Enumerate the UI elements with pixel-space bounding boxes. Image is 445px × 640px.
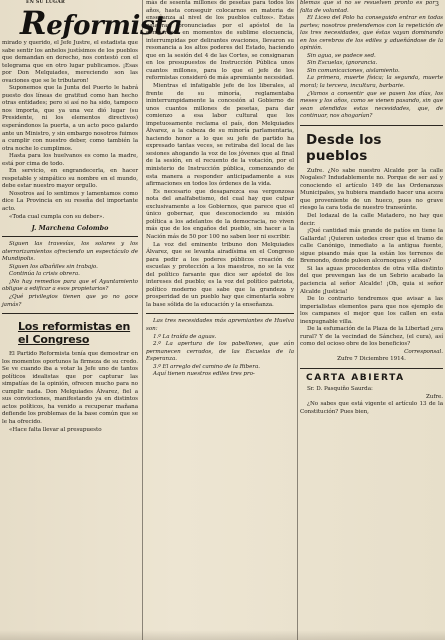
paragraph: Sin Escuelas, ignorancia. xyxy=(307,60,378,67)
paragraph: Sin agua, se padece sed. xyxy=(307,52,376,59)
divider xyxy=(2,236,138,237)
column-rule xyxy=(297,0,298,640)
masthead xyxy=(2,0,183,42)
author-signature: J. Marchena Colombo xyxy=(31,224,109,233)
paragraph: Si las aguas procedentes de otra villa distinto del que prevengan las de un Sebrio acabado la paciencia al señor Alcalde! ¡Oh, quia si señor Alcalde ¡Justicia! xyxy=(300,265,443,295)
paragraph: blemas que si no se resuelven pronto es por falta de voluntad. xyxy=(300,0,435,14)
paragraph: Mientras el infatigable jefe de los liberales, al frente de su minoría, reglamentaba ininterrumpidamente la concesión al Gobierno de unos cuantos millones de pesetas, para dar comienzo a esa labor cultural que los impetuosamente reclama el país, don Melquiades Álvarez, a la cabeza de su minoría parlamentaria, haciendo honor a lo que su jefe de partido ha expresado tantas veces, se retiraba del local de las sesiones ahogando la voz de los jóvenes que al final de la sesión, en el recuento de la votación, por el ministerio de Instrucción pública, comenzando de esta manera a responder anticipadamente a sus afirmaciones en todos los órdenes de la vida. xyxy=(146,83,294,188)
divider xyxy=(300,125,443,126)
list-item: 2.º La apertura de los pabellones, que aún permanecen cerrados, de las Escuelas de la Esperanza. xyxy=(146,341,294,363)
place-name: Zufre. xyxy=(425,393,443,400)
paragraph: Nosotros así lo sentimos y lamentamos como dice La Provincia en su reseña del importante acto. xyxy=(2,190,138,213)
paragraph: ¡No hay remedios para que el Ayuntamiento obligue a edificar a esos propietarios? xyxy=(2,278,138,293)
article-headline: Los reformistas en el Congreso xyxy=(18,320,131,347)
column-1 xyxy=(2,0,183,434)
paragraph: «Hace falta llevar al presupuesto xyxy=(9,426,102,433)
article-headline: Desde los pueblos xyxy=(306,131,382,164)
paragraph: La voz del eminente tribuno don Melquiades Álvarez, que se levanta airadísima en el Congreso para pedir a los poderes públicos creación de escuelas y protección a los maestros, no se la voz del político farsante que dice ser apóstol de los intereses del pueblo; es la voz del político patriota, político moderno que sabe que la grandeza y prosperidad de un pueblo hay que cimentarla sobre la base sólida de la educación y la enseñanza. xyxy=(146,241,294,308)
page-shadow xyxy=(0,630,445,640)
divider xyxy=(2,313,138,314)
masthead-small-text: EN SU LUGAR xyxy=(26,0,66,5)
paragraph: De lo contrario tendremos que avisar a las imperialistas elementos para que nos ejemplo de los campanes el mejor que los callen en esta inexpugnable villa. xyxy=(300,296,443,325)
paragraph: mirado y querido, el Jefe Justre, el estadista que sabe sentir los anhelos justísimos de los pueblos que demandan en derecho, nos contestó con el telegrama que en otro lugar publicamos. ¡Esas por Don Melquiades, mereciendo son las ovaciones que se le tributaron! xyxy=(2,40,138,84)
paragraph: ¿No sabes que está vigente el artículo 13 de la Constitución? Pues bien, xyxy=(300,401,443,415)
paragraph: Sin comunicaciones, aislamiento. xyxy=(307,67,400,74)
column-rule xyxy=(142,0,143,640)
list-item: 3.º El arreglo del camino de la Ribera. xyxy=(153,363,260,370)
paragraph: ¡Qué cantidad más grande de patíos en tiene la Gallarda! ¡Quieren ustedes creer que el tramo de calle Canónigo, inmediato a la antigua fuente, sigue pisando más que la están los terrenos de Bremondo, donde puleen alcornoques y alisos? xyxy=(300,228,443,265)
paragraph: más de sesenta millones de pesetas para todos los años, hasta conseguir colocarnos en materia de enseñanza al nivel de los pueblos cultos». Estas palabras, pronunciadas por el apóstol de la democracia en momentos de sublime elocuencia, interrumpidas por delirantes ovaciones, llevaron su resonancia a los altos poderes del Estado, haciendo que en la sesión del 4 de las Cortes, se consignaran en los presupuestos de Instrucción Pública unos cuantos millones, para lo que el jefe de los reformistas consideró de más apremiante necesidad. xyxy=(146,0,294,82)
paragraph: En servicio, en engrandecerla, en hacer respetable y simpático su nombre en el mundo, debe estar nuestro mayor orgullo. xyxy=(2,168,138,190)
paragraph: El Liceo del Polo ha conseguido entrar en todas partes; nosotros pretendemos con la repetición de las tres necesidades, que éstas vayan dominando en los cerebros de los ediles y adueñándose de la opinión. xyxy=(300,15,443,52)
list-item: 1.º La traída de aguas. xyxy=(153,333,217,340)
article-headline: CARTA ABIERTA xyxy=(306,372,405,383)
paragraph: Aquí tienen nuestros ediles tres pro- xyxy=(153,371,255,378)
paragraph: Siguen los albañiles sin trabajo. xyxy=(9,263,98,270)
paragraph: Suponemos que la Junta del Puerto le habrá puesto dos líneas de gratitud como han hecho otras entidades; pero si así no ha sido, tampoco nos importa, que ya una vez dió lugar (su Presidente, ni los elementos directivos) esperándonos la puerta, a un acto poco galardo ante un Ministro, y sin embargo nosotros fuimos a cumplir con nuestro deber, como también la otra noche lo cumplimos. xyxy=(2,85,138,152)
masthead-title: Reformista xyxy=(20,4,183,42)
paragraph: Continúa la crisis obrera. xyxy=(9,271,80,278)
paragraph: Del lodazal de la calle Matadero, no hay que decir. xyxy=(300,213,443,227)
salutation: Sr. D. Pasquiño Saurda: xyxy=(307,385,373,392)
column-3 xyxy=(300,0,443,416)
column-2 xyxy=(146,0,294,379)
paragraph: ¿Qué privilegios tienen que yo no goce jamás? xyxy=(2,293,138,308)
paragraph: De la esfumación de la Plaza de la Libertad ¿era rural? Y de la vecindad de Sánchez, (el cura), así como del ocioso obre de los beneficios? xyxy=(300,326,443,348)
divider xyxy=(300,368,443,369)
paragraph: Zufre. ¿No sabe nuestro Alcalde por la calle Nogales? Indudablemente no. Porque de ser así y conociendo el artículo 149 de las Ordenanzas Municipales, ya hubiera mandado hacer una acera que proveniente de un hueco, pues no grave riesgo la cara toda de nuestro transeúnte. xyxy=(300,167,443,212)
paragraph: Hasta para los huelvanos es como la madre, está por cima de todo. xyxy=(2,153,138,167)
paragraph: «Toda cual cumpla con su deber». xyxy=(9,213,105,220)
paragraph: ¿Vamos a consentir que se pasen los días, los meses y los años, como se vienen pasando, sin que sean atendidas estas necesidades, que, de continuar, nos ahogarían? xyxy=(300,90,443,120)
paragraph: Es necesario que desaparezca esa vergonzosa nota del analfabetismo, del cual hay que culpar exclusivamente a los Gobiernos, que parece que el único gobernar, que desconociendo su misión política a los adelantos de la democracia, no viven más que de los engaños del pueblo, sin hacer a la Nación más de 50 por 100 no saben leer ni escribir. xyxy=(146,188,294,240)
divider xyxy=(146,313,294,314)
correspondent-signature: Corresponsal. xyxy=(404,348,443,355)
paragraph: Las tres necesidades más apremiantes de Huelva son: xyxy=(146,318,294,332)
dateline: Zufre 7 Diciembre 1914. xyxy=(337,356,406,363)
paragraph: Siguen las travesías, los solares y los aterrorizamientos ofreciendo un espectáculo de Mundipolis. xyxy=(2,241,138,263)
page-number: 3 xyxy=(435,1,439,8)
paragraph: El Partido Reformista tenía que demostrar en los momentos oportunos la firmeza de su credo. Se ve cuando iba a votar la Jefe uno de tantos políticos idealistas que por capturar las simpatías de la opinión, ofrecen mucho para no cumplir nada. Don Melquiades Álvarez, fiel a sus convicciones, manifestando ya en distintos actos políticos, ha venido a recuperar mañana defiende los problemas de la base común que se le ha ofrecido. xyxy=(2,351,138,425)
paragraph: La primera, muerte física; la segunda, muerte moral; la tercera, incultura, barbarie. xyxy=(300,75,443,90)
